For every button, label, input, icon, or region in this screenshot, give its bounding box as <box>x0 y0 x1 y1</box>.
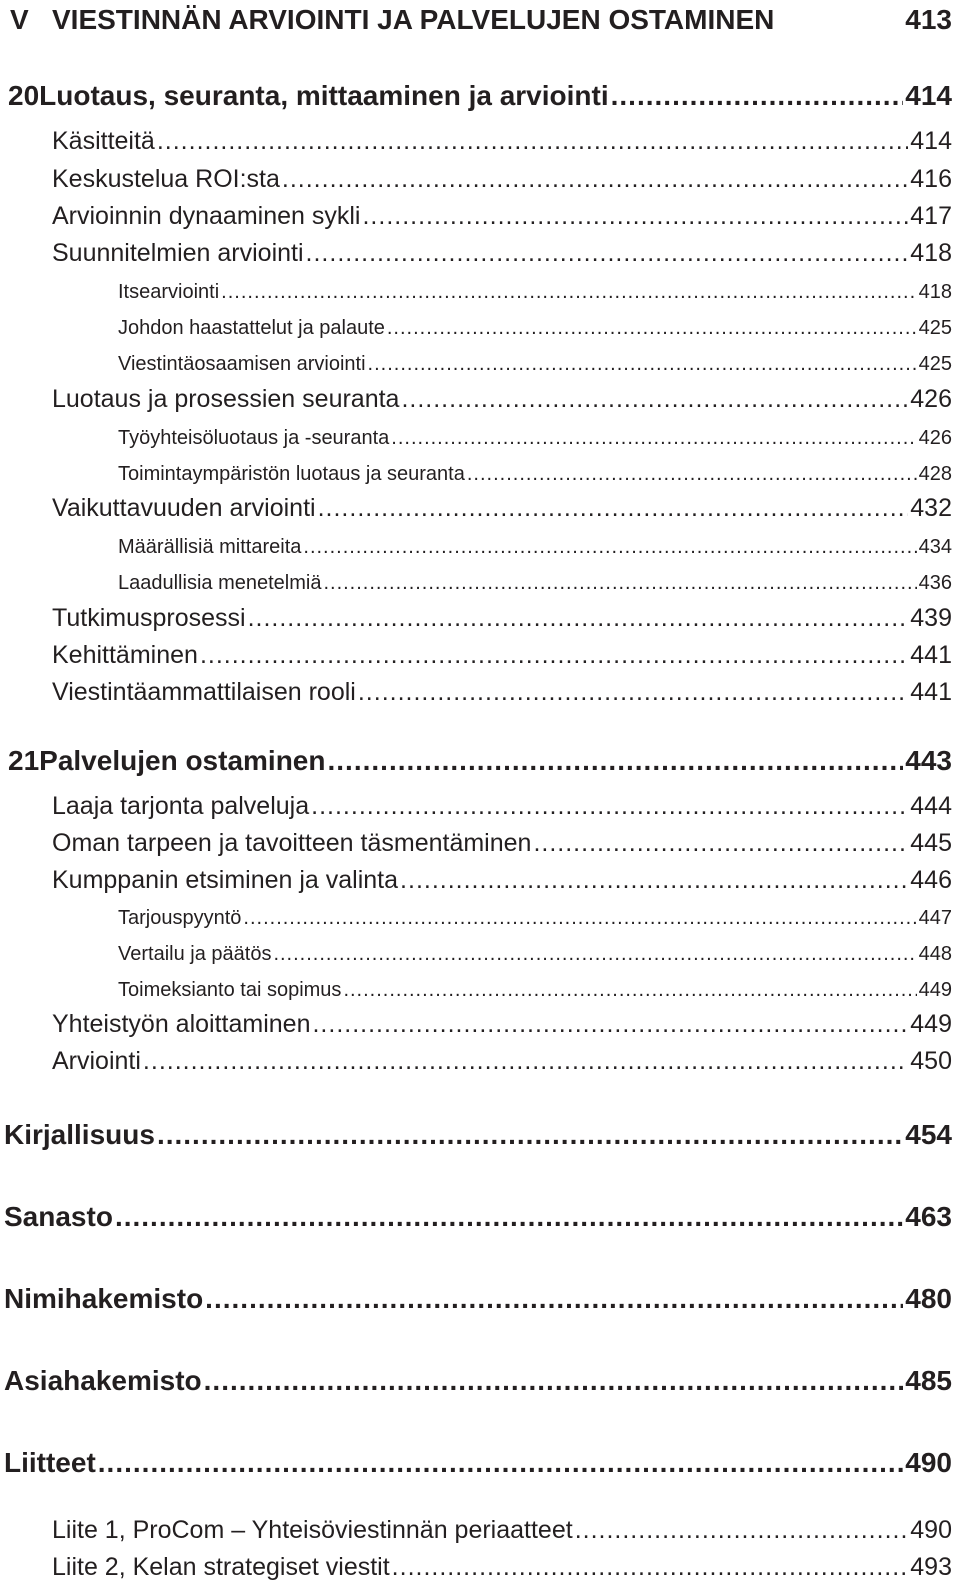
entry-title: Sanasto <box>4 1201 113 1232</box>
toc-entry[interactable] <box>52 678 952 707</box>
dot-leader <box>318 494 909 523</box>
entry-title: Itsearviointi <box>118 281 220 303</box>
toc-entry[interactable] <box>52 829 952 858</box>
entry-title: Arvioinnin dynaaminen sykli <box>52 202 361 230</box>
dot-leader <box>392 1553 909 1582</box>
toc-subentry[interactable] <box>118 907 952 930</box>
entry-title: Vaikuttavuuden arviointi <box>52 494 316 522</box>
entry-page: 463 <box>905 1201 952 1232</box>
entry-page: 432 <box>910 494 952 522</box>
dot-leader <box>143 1047 908 1076</box>
entry-title: Määrällisiä mittareita <box>118 536 302 558</box>
chapter-title: Luotaus, seuranta, mittaaminen ja arviointi <box>39 80 609 111</box>
entry-title: Kehittäminen <box>52 641 198 669</box>
entry-page: 417 <box>910 202 952 230</box>
entry-title: Kirjallisuus <box>4 1119 155 1150</box>
entry-page: 444 <box>910 792 952 820</box>
entry-page: 441 <box>910 641 952 669</box>
toc-subentry[interactable] <box>118 979 952 1002</box>
toc-entry[interactable] <box>52 641 952 670</box>
entry-title: Liitteet <box>4 1447 96 1478</box>
dot-leader <box>306 239 909 268</box>
toc-backmatter-entry[interactable] <box>4 1447 952 1479</box>
entry-page: 418 <box>910 239 952 267</box>
entry-page: 428 <box>918 463 952 485</box>
entry-title: Yhteistyön aloittaminen <box>52 1010 311 1038</box>
toc-backmatter-entry[interactable] <box>4 1201 952 1233</box>
toc-subentry[interactable] <box>118 463 952 486</box>
part-number: V <box>10 4 29 35</box>
toc-subentry[interactable] <box>118 536 952 559</box>
part-title: VIESTINNÄN ARVIOINTI JA PALVELUJEN OSTAMINEN <box>52 4 775 35</box>
toc-chapter-20[interactable] <box>8 80 952 112</box>
dot-leader <box>362 202 908 231</box>
dot-leader <box>575 1516 909 1545</box>
entry-title: Arviointi <box>52 1047 141 1075</box>
entry-page: 416 <box>910 165 952 193</box>
entry-page: 448 <box>918 943 952 965</box>
toc-subentry[interactable] <box>118 572 952 595</box>
dot-leader <box>115 1201 903 1233</box>
dot-leader <box>312 1010 908 1039</box>
entry-title: Keskustelua ROI:sta <box>52 165 280 193</box>
dot-leader <box>204 1365 904 1397</box>
entry-title: Asiahakemisto <box>4 1365 202 1396</box>
toc-appendix-entry[interactable] <box>52 1516 952 1545</box>
toc-entry[interactable] <box>52 127 952 156</box>
entry-page: 490 <box>905 1447 952 1478</box>
entry-title: Suunnitelmien arviointi <box>52 239 304 267</box>
dot-leader <box>327 745 903 777</box>
entry-page: 490 <box>910 1516 952 1544</box>
toc-backmatter-entry[interactable] <box>4 1283 952 1315</box>
entry-title: Viestintäammattilaisen rooli <box>52 678 356 706</box>
toc-subentry[interactable] <box>118 943 952 966</box>
entry-page: 446 <box>910 866 952 894</box>
dot-leader <box>467 463 917 486</box>
dot-leader <box>401 385 908 414</box>
dot-leader <box>221 281 916 304</box>
entry-page: 449 <box>918 979 952 1001</box>
dot-leader <box>611 80 904 112</box>
toc-entry[interactable] <box>52 1047 952 1076</box>
dot-leader <box>391 427 916 450</box>
toc-entry[interactable] <box>52 165 952 194</box>
entry-page: 493 <box>910 1553 952 1581</box>
dot-leader <box>368 353 917 376</box>
dot-leader <box>98 1447 904 1479</box>
entry-page: 445 <box>910 829 952 857</box>
entry-title: Liite 2, Kelan strategiset viestit <box>52 1553 390 1581</box>
dot-leader <box>400 866 908 895</box>
entry-title: Nimihakemisto <box>4 1283 204 1314</box>
dot-leader <box>311 792 908 821</box>
dot-leader <box>387 317 917 340</box>
toc-entry[interactable] <box>52 1010 952 1039</box>
chapter-number: 21 <box>8 745 40 776</box>
toc-appendix-entry[interactable] <box>52 1553 952 1582</box>
entry-page: 426 <box>918 427 952 449</box>
dot-leader <box>323 572 916 595</box>
entry-page: 425 <box>918 353 952 375</box>
entry-title: Vertailu ja päätös <box>118 943 272 965</box>
toc-entry[interactable] <box>52 604 952 633</box>
toc-subentry[interactable] <box>118 317 952 340</box>
dot-leader <box>533 829 908 858</box>
entry-title: Luotaus ja prosessien seuranta <box>52 385 400 413</box>
entry-page: 436 <box>918 572 952 594</box>
dot-leader <box>248 604 909 633</box>
entry-page: 485 <box>905 1365 952 1396</box>
dot-leader <box>243 907 916 930</box>
dot-leader <box>157 127 908 156</box>
toc-backmatter-entry[interactable] <box>4 1365 952 1397</box>
part-page: 413 <box>905 4 952 35</box>
entry-title: Toimeksianto tai sopimus <box>118 979 342 1001</box>
chapter-page: 414 <box>905 80 952 111</box>
toc-entry[interactable] <box>52 792 952 821</box>
dot-leader <box>273 943 916 966</box>
chapter-title: Palvelujen ostaminen <box>39 745 326 776</box>
entry-page: 434 <box>918 536 952 558</box>
entry-page: 418 <box>918 281 952 303</box>
entry-title: Oman tarpeen ja tavoitteen täsmentäminen <box>52 829 532 857</box>
toc-subentry[interactable] <box>118 353 952 376</box>
dot-leader <box>205 1283 903 1315</box>
entry-page: 480 <box>905 1283 952 1314</box>
entry-page: 450 <box>910 1047 952 1075</box>
entry-page: 447 <box>918 907 952 929</box>
entry-title: Työyhteisöluotaus ja -seuranta <box>118 427 390 449</box>
entry-title: Liite 1, ProCom – Yhteisöviestinnän periaatteet <box>52 1516 573 1544</box>
entry-title: Toimintaympäristön luotaus ja seuranta <box>118 463 465 485</box>
chapter-page: 443 <box>905 745 952 776</box>
toc-entry[interactable] <box>52 385 952 414</box>
entry-title: Tutkimusprosessi <box>52 604 246 632</box>
toc-part-heading[interactable] <box>10 4 952 36</box>
entry-title: Viestintäosaamisen arviointi <box>118 353 366 375</box>
entry-title: Kumppanin etsiminen ja valinta <box>52 866 399 894</box>
entry-page: 441 <box>910 678 952 706</box>
entry-page: 439 <box>910 604 952 632</box>
entry-page: 454 <box>905 1119 952 1150</box>
dot-leader <box>358 678 908 707</box>
entry-title: Laadullisia menetelmiä <box>118 572 322 594</box>
dot-leader <box>343 979 916 1002</box>
dot-leader <box>157 1119 903 1151</box>
chapter-number: 20 <box>8 80 40 111</box>
toc-entry[interactable] <box>52 866 952 895</box>
toc-entry[interactable] <box>52 239 952 268</box>
entry-page: 449 <box>910 1010 952 1038</box>
entry-page: 414 <box>910 127 952 155</box>
dot-leader <box>282 165 908 194</box>
toc-chapter-21[interactable] <box>8 745 952 777</box>
entry-page: 425 <box>918 317 952 339</box>
dot-leader <box>200 641 908 670</box>
dot-leader <box>303 536 916 559</box>
toc-subentry[interactable] <box>118 281 952 304</box>
entry-title: Tarjouspyyntö <box>118 907 242 929</box>
toc-entry[interactable] <box>52 494 952 523</box>
entry-page: 426 <box>910 385 952 413</box>
entry-title: Käsitteitä <box>52 127 155 155</box>
toc-entry[interactable] <box>52 202 952 231</box>
toc-subentry[interactable] <box>118 427 952 450</box>
entry-title: Laaja tarjonta palveluja <box>52 792 310 820</box>
entry-title: Johdon haastattelut ja palaute <box>118 317 385 339</box>
toc-backmatter-entry[interactable] <box>4 1119 952 1151</box>
